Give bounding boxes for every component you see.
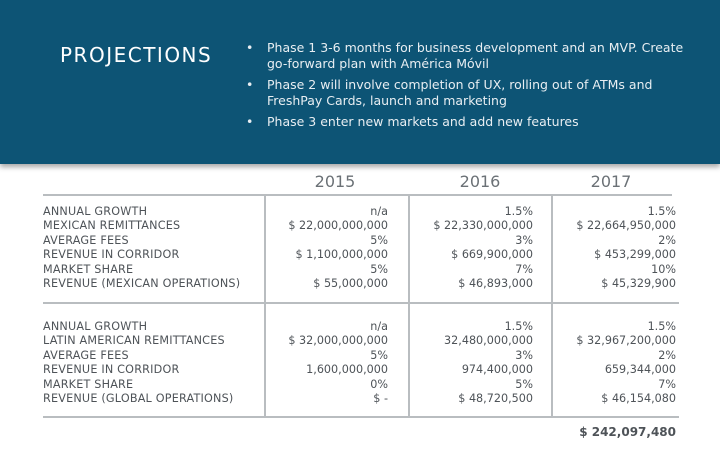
row-label: ANNUAL GROWTH	[43, 320, 148, 333]
cell-2017: 1.5%	[647, 205, 676, 218]
cell-2015: $ -	[373, 392, 388, 405]
cell-2016: $ 669,900,000	[451, 248, 533, 262]
cell-2016: 1.5%	[504, 205, 533, 218]
cell-2015: $ 22,000,000,000	[288, 219, 388, 233]
cell-2017: $ 46,154,080	[601, 392, 676, 405]
cell-2016: 1.5%	[504, 320, 533, 333]
cell-2016: 5%	[515, 377, 533, 391]
cell-2015: $ 55,000,000	[313, 277, 388, 290]
row-label: MARKET SHARE	[43, 377, 134, 391]
cell-2017: $ 32,967,200,000	[576, 334, 676, 348]
bullet-item	[246, 77, 696, 109]
cell-2017: 7%	[658, 377, 676, 391]
table-divider	[43, 416, 679, 418]
row-label: MEXICAN REMITTANCES	[43, 219, 181, 233]
page-title: PROJECTIONS	[60, 43, 213, 67]
cell-2017: 2%	[658, 233, 676, 247]
cell-2016: $ 46,893,000	[458, 277, 533, 290]
cell-2017: 659,344,000	[604, 363, 676, 377]
cell-2015: 5%	[370, 262, 388, 276]
cell-2015: $ 32,000,000,000	[288, 334, 388, 348]
cell-2016: 3%	[515, 233, 533, 247]
row-label: REVENUE IN CORRIDOR	[43, 363, 180, 377]
bullet-text: Phase 3 enter new markets and add new features	[267, 114, 579, 129]
bullet-dot-icon: •	[246, 77, 254, 92]
cell-2017: 2%	[658, 348, 676, 362]
cell-2017: 10%	[651, 262, 676, 276]
year-header-2017: 2017	[590, 172, 632, 191]
header-banner	[0, 0, 720, 164]
cell-2015: n/a	[370, 320, 388, 333]
cell-2017: $ 45,329,900	[601, 277, 676, 290]
bullet-text: Phase 2 will involve completion of UX, rolling out of ATMs and FreshPay Cards, launch and marketing	[267, 77, 653, 108]
table-divider	[43, 194, 672, 196]
cell-2015: 5%	[370, 348, 388, 362]
row-label: REVENUE (MEXICAN OPERATIONS)	[43, 277, 241, 290]
row-label: LATIN AMERICAN REMITTANCES	[43, 334, 225, 348]
cell-2016: $ 48,720,500	[458, 392, 533, 405]
row-label: MARKET SHARE	[43, 262, 134, 276]
row-label: AVERAGE FEES	[43, 233, 129, 247]
row-label: ANNUAL GROWTH	[43, 205, 148, 218]
cell-2017: $ 22,664,950,000	[576, 219, 676, 233]
grand-total: $ 242,097,480	[579, 425, 676, 439]
cell-2016: 7%	[515, 262, 533, 276]
bullet-dot-icon: •	[246, 40, 254, 55]
cell-2016: 3%	[515, 348, 533, 362]
cell-2017: $ 453,299,000	[594, 248, 676, 262]
cell-2017: 1.5%	[647, 320, 676, 333]
cell-2016: 32,480,000,000	[444, 334, 533, 348]
row-label: AVERAGE FEES	[43, 348, 129, 362]
cell-2016: $ 22,330,000,000	[433, 219, 533, 233]
cell-2015: 1,600,000,000	[306, 363, 388, 377]
cell-2015: n/a	[370, 205, 388, 218]
row-label: REVENUE (GLOBAL OPERATIONS)	[43, 392, 234, 405]
bullet-dot-icon: •	[246, 114, 254, 129]
bullet-text: Phase 1 3-6 months for business development and an MVP. Create go-forward plan with América Móvil	[267, 40, 684, 71]
bullet-item	[246, 40, 696, 72]
year-header-2015: 2015	[314, 172, 356, 191]
cell-2015: 5%	[370, 233, 388, 247]
row-label: REVENUE IN CORRIDOR	[43, 248, 180, 262]
table-divider	[43, 302, 679, 304]
phase-bullet-list	[246, 40, 696, 135]
cell-2015: $ 1,100,000,000	[295, 248, 388, 262]
year-header-2016: 2016	[459, 172, 501, 191]
bullet-item	[246, 114, 696, 130]
cell-2015: 0%	[370, 377, 388, 391]
cell-2016: 974,400,000	[461, 363, 533, 377]
